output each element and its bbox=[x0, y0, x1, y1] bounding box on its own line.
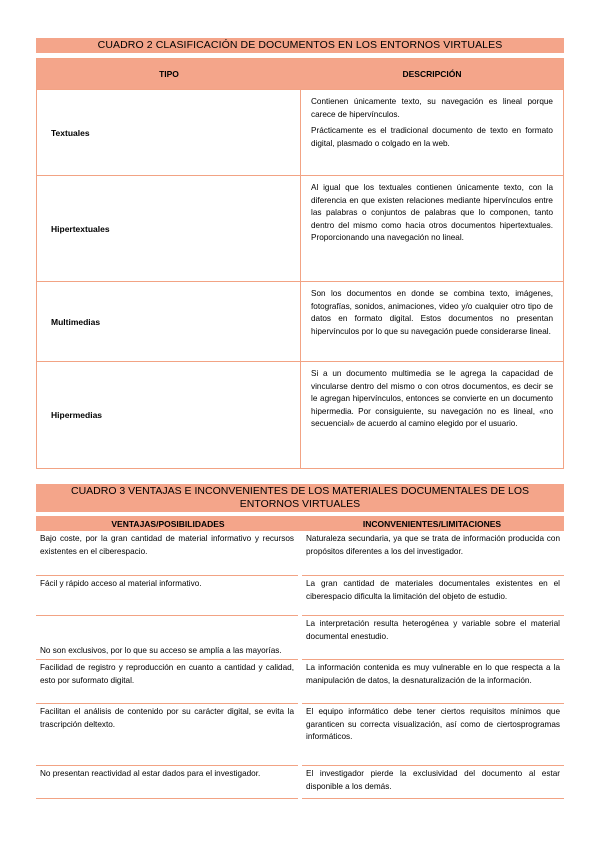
limitation-cell: El equipo informático debe tener ciertos requisitos mínimos que garanticen su correcta visualización, así como de ciertosprogramas informáticos. bbox=[302, 704, 564, 766]
description-paragraph: Si a un documento multimedia se le agrega la capacidad de vincularse dentro del mismo o con otros documentos, es decir se le agregan hipervínculos, entonces se convierte en un documento hipermedia. Por consiguiente, su navegación no es lineal, «no secuencial» de acuerdo al camino elegido por el usuario. bbox=[311, 369, 553, 429]
header-ventajas: VENTAJAS/POSIBILIDADES bbox=[111, 518, 225, 529]
table-row bbox=[36, 576, 564, 616]
description-paragraph: Contienen únicamente texto, su navegación es lineal porque carece de hipervínculos. bbox=[311, 97, 553, 119]
advantage-cell: Fácil y rápido acceso al material informativo. bbox=[36, 576, 298, 616]
table-row bbox=[37, 176, 563, 282]
row-description bbox=[301, 282, 563, 361]
table1-header bbox=[37, 59, 563, 90]
limitation-cell: La información contenida es muy vulnerable en lo que respecta a la manipulación de datos, la desnaturalización de la información. bbox=[302, 660, 564, 704]
limitation-cell: La gran cantidad de materiales documentales existentes en el ciberespacio dificulta la limitación del objeto de estudio. bbox=[302, 576, 564, 616]
limitation-cell: Naturaleza secundaria, ya que se trata de información producida con propósitos diferentes a los del investigador. bbox=[302, 531, 564, 576]
description-paragraph: Prácticamente es el tradicional documento de texto en formato digital, plasmado o colgado en la web. bbox=[311, 126, 553, 148]
table-row bbox=[37, 90, 563, 176]
table-row bbox=[36, 766, 564, 799]
limitation-cell: El investigador pierde la exclusividad del documento al estar disponible a los demás. bbox=[302, 766, 564, 799]
description-paragraph: Son los documentos en donde se combina texto, imágenes, fotografías, sonidos, animaciones, video y/o cualquier otro tipo de datos en formato digital. Estos documentos no presentan hipervínculos por lo que su navegación puede considerarse lineal. bbox=[311, 289, 553, 336]
table-row bbox=[36, 616, 564, 660]
row-type: Hipertextuales bbox=[37, 176, 301, 281]
table2-title-line2: ENTORNOS VIRTUALES bbox=[239, 498, 361, 510]
header-tipo: TIPO bbox=[159, 69, 179, 79]
table-row bbox=[36, 704, 564, 766]
table-row bbox=[36, 660, 564, 704]
classification-table bbox=[36, 58, 564, 469]
advantage-cell: No presentan reactividad al estar dados para el investigador. bbox=[36, 766, 298, 799]
advantages-table bbox=[36, 516, 564, 799]
limitation-cell: La interpretación resulta heterogénea y variable sobre el material documental enestudio. bbox=[302, 616, 564, 660]
table-row bbox=[36, 531, 564, 576]
row-description bbox=[301, 90, 563, 175]
row-description bbox=[301, 176, 563, 281]
description-paragraph: Al igual que los textuales contienen únicamente texto, con la diferencia en que existen relaciones mediante hipervínculos entre las palabras o conjuntos de palabras que lo componen, tanto dentro del mismo como hacia otros documentos hipertextuales. Proporcionando una navegación no lineal. bbox=[311, 183, 553, 243]
row-type: Multimedias bbox=[37, 282, 301, 361]
advantage-cell bbox=[36, 616, 298, 660]
row-type: Hipermedias bbox=[37, 362, 301, 468]
advantage-cell: Bajo coste, por la gran cantidad de material informativo y recursos existentes en el ciberespacio. bbox=[36, 531, 298, 576]
header-descripcion: DESCRIPCIÓN bbox=[402, 69, 462, 79]
table-row bbox=[37, 282, 563, 362]
table1-title: CUADRO 2 CLASIFICACIÓN DE DOCUMENTOS EN LOS ENTORNOS VIRTUALES bbox=[36, 38, 564, 53]
table-row bbox=[37, 362, 563, 468]
advantage-text: No son exclusivos, por lo que su acceso se amplía a las mayorías. bbox=[40, 645, 282, 655]
table2-header bbox=[36, 516, 564, 531]
row-description bbox=[301, 362, 563, 468]
advantage-cell: Facilitan el análisis de contenido por su carácter digital, se evita la trascripción deltexto. bbox=[36, 704, 298, 766]
header-inconvenientes: INCONVENIENTES/LIMITACIONES bbox=[362, 518, 502, 529]
table2-title bbox=[36, 484, 564, 512]
table2-title-line1: CUADRO 3 VENTAJAS E INCONVENIENTES DE LOS MATERIALES DOCUMENTALES DE LOS bbox=[70, 485, 529, 497]
row-type: Textuales bbox=[37, 90, 301, 175]
advantage-cell: Facilidad de registro y reproducción en cuanto a cantidad y calidad, esto por suformato digital. bbox=[36, 660, 298, 704]
